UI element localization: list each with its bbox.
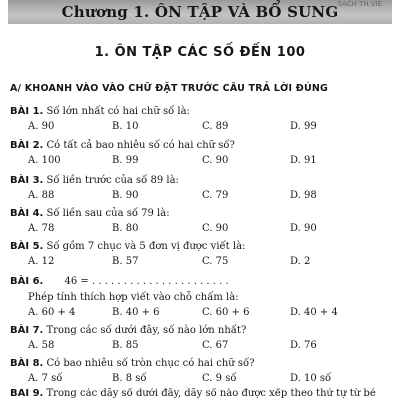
option-a[interactable]: A. 58	[28, 340, 55, 351]
question-9	[10, 388, 398, 400]
question-1	[10, 105, 190, 119]
question-number: BÀI 5.	[10, 241, 44, 252]
option-c[interactable]: C. 79	[202, 190, 229, 201]
option-d[interactable]: D. 98	[290, 190, 317, 201]
question-text: Có bao nhiêu số tròn chục có hai chữ số?	[46, 358, 255, 369]
option-a[interactable]: A. 12	[28, 256, 55, 267]
question-number: BÀI 7.	[10, 325, 44, 336]
option-d[interactable]: D. 91	[290, 155, 317, 166]
option-c[interactable]: C. 60 + 6	[202, 307, 250, 318]
section-title: 1. ÔN TẬP CÁC SỐ ĐẾN 100	[94, 45, 306, 60]
question-text: Số liền sau của số 79 là:	[46, 208, 170, 219]
question-6	[10, 275, 229, 289]
question-4-options	[0, 223, 400, 237]
question-7-options	[0, 340, 400, 354]
option-a[interactable]: A. 7 số	[28, 373, 63, 384]
question-text: Có tất cả bao nhiêu số có hai chữ số?	[46, 140, 235, 151]
option-b[interactable]: B. 40 + 6	[112, 307, 160, 318]
question-7	[10, 324, 246, 338]
option-b[interactable]: B. 80	[112, 223, 139, 234]
question-number: BÀI 6.	[10, 276, 44, 287]
question-2-options	[0, 155, 400, 169]
option-c[interactable]: C. 75	[202, 256, 229, 267]
option-b[interactable]: B. 85	[112, 340, 139, 351]
chapter-corner-tag: SÁCH TH.VIE	[337, 0, 382, 8]
option-a[interactable]: A. 78	[28, 223, 55, 234]
question-number: BÀI 9.	[10, 388, 44, 399]
question-6-subtext: Phép tính thích hợp viết vào chỗ chấm là:	[28, 292, 239, 303]
chapter-header-band	[8, 0, 392, 24]
question-5	[10, 240, 245, 254]
question-text: Số gồm 7 chục và 5 đơn vị được viết là:	[46, 241, 246, 252]
option-c[interactable]: C. 90	[202, 155, 229, 166]
question-number: BÀI 8.	[10, 358, 44, 369]
question-1-options	[0, 121, 400, 135]
question-text: 46 = . . . . . . . . . . . . . . . . . . . . . .	[64, 276, 229, 287]
option-d[interactable]: D. 76	[290, 340, 317, 351]
option-d[interactable]: D. 90	[290, 223, 317, 234]
question-3	[10, 174, 179, 188]
question-text: Trong các dãy số dưới đây, dãy số nào được xếp theo thứ tự từ bé	[46, 388, 376, 399]
option-a[interactable]: A. 90	[28, 121, 55, 132]
question-8-options	[0, 373, 400, 387]
option-d[interactable]: D. 40 + 4	[290, 307, 338, 318]
option-d[interactable]: D. 2	[290, 256, 311, 267]
question-2	[10, 139, 235, 153]
question-6-options	[0, 307, 400, 321]
option-a[interactable]: A. 60 + 4	[28, 307, 76, 318]
question-number: BÀI 4.	[10, 208, 44, 219]
question-number: BÀI 3.	[10, 175, 44, 186]
option-d[interactable]: D. 10 số	[290, 373, 332, 384]
option-b[interactable]: B. 90	[112, 190, 139, 201]
question-number: BÀI 2.	[10, 140, 44, 151]
option-b[interactable]: B. 57	[112, 256, 139, 267]
question-3-options	[0, 190, 400, 204]
option-b[interactable]: B. 8 số	[112, 373, 147, 384]
question-text: Số liền trước của số 89 là:	[46, 175, 179, 186]
option-c[interactable]: C. 89	[202, 121, 229, 132]
option-b[interactable]: B. 10	[112, 121, 139, 132]
question-text: Trong các số dưới đây, số nào lớn nhất?	[46, 325, 247, 336]
option-c[interactable]: C. 67	[202, 340, 229, 351]
part-heading: A/ KHOANH VÀO VÀO CHỮ ĐẶT TRƯỚC CÂU TRẢ LỜI ĐÚNG	[10, 83, 329, 94]
question-5-options	[0, 256, 400, 270]
option-d[interactable]: D. 99	[290, 121, 317, 132]
chapter-title: Chương 1. ÔN TẬP VÀ BỔ SUNG	[61, 3, 339, 21]
question-4	[10, 207, 170, 221]
question-8	[10, 357, 255, 371]
question-text: Số lớn nhất có hai chữ số là:	[46, 106, 190, 117]
option-c[interactable]: C. 9 số	[202, 373, 237, 384]
question-number: BÀI 1.	[10, 106, 44, 117]
option-a[interactable]: A. 100	[28, 155, 61, 166]
option-b[interactable]: B. 99	[112, 155, 139, 166]
option-c[interactable]: C. 90	[202, 223, 229, 234]
option-a[interactable]: A. 88	[28, 190, 55, 201]
